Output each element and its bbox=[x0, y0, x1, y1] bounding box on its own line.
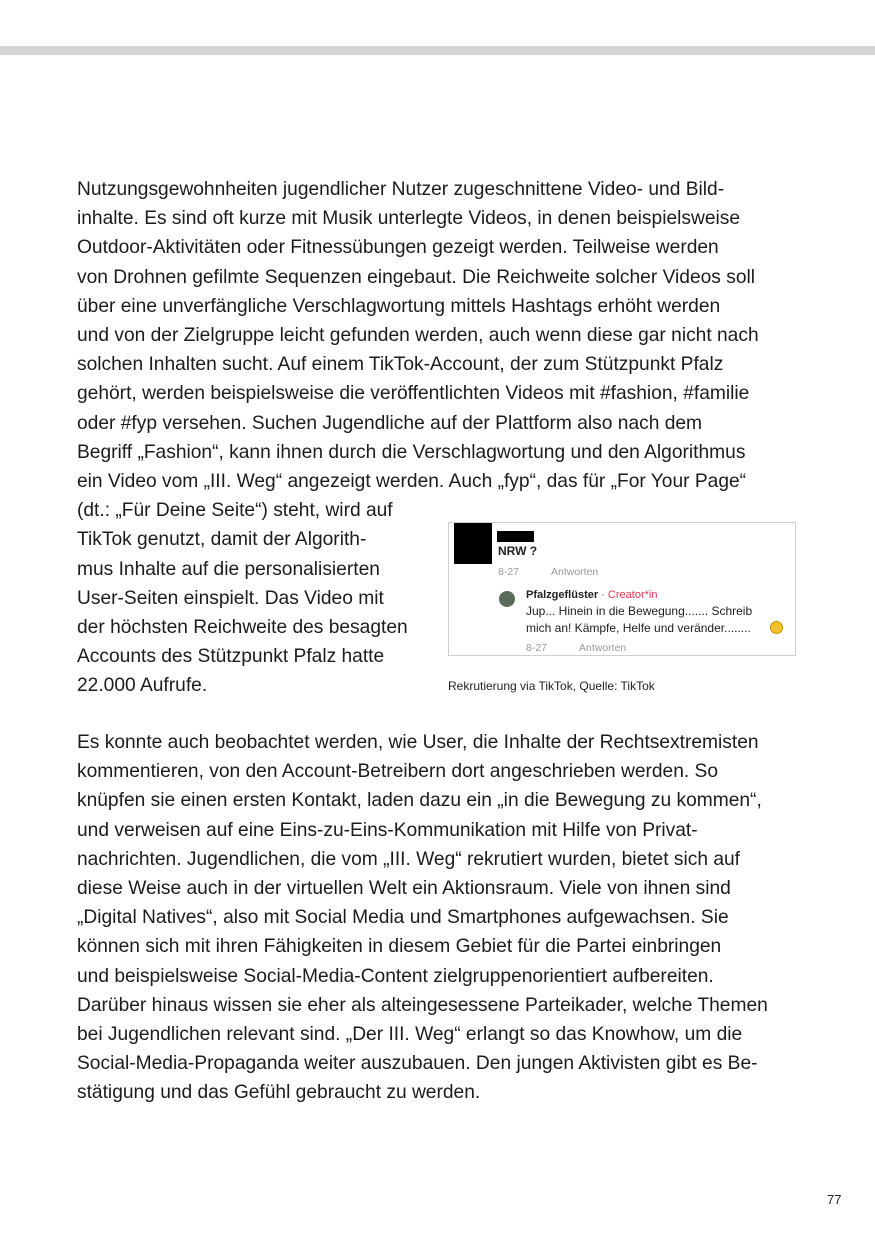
comment-2-reply: Antworten bbox=[579, 642, 627, 654]
text-line: knüpfen sie einen ersten Kontakt, laden dazu ein „in die Bewegung zu kommen“, bbox=[77, 790, 762, 812]
redacted-username bbox=[497, 531, 534, 542]
text-line: von Drohnen gefilmte Sequenzen eingebaut. Die Reichweite solcher Videos soll bbox=[77, 266, 756, 288]
comment-1-date: 8-27 bbox=[498, 566, 520, 578]
text-line: ein Video vom „III. Weg“ angezeigt werden. Auch „fyp“, das für „For Your Page“ bbox=[77, 471, 747, 493]
text-line: Es konnte auch beobachtet werden, wie User, die Inhalte der Rechtsextremisten bbox=[77, 732, 759, 753]
text-line: oder #fyp versehen. Suchen Jugendliche auf der Plattform also nach dem bbox=[77, 412, 703, 434]
text-line: Accounts des Stützpunkt Pfalz hatte bbox=[77, 646, 385, 668]
text-line: Outdoor-Aktivitäten oder Fitnessübungen gezeigt werden. Teilweise werden bbox=[77, 237, 719, 259]
text-line: 22.000 Aufrufe. bbox=[77, 675, 208, 697]
avatar bbox=[499, 591, 515, 607]
text-line: Social-Media-Propaganda weiter auszubauen. Den jungen Aktivisten gibt es Be- bbox=[77, 1053, 758, 1075]
text-line: mus Inhalte auf die personalisierten bbox=[77, 558, 380, 580]
text-line: bei Jugendlichen relevant sind. „Der III. Weg“ erlangt so das Knowhow, um die bbox=[77, 1024, 743, 1046]
text-line: der höchsten Reichweite des besagten bbox=[77, 617, 408, 639]
page-number: 77 bbox=[827, 1192, 842, 1207]
text-line: inhalte. Es sind oft kurze mit Musik unterlegte Videos, in denen beispielsweise bbox=[77, 208, 741, 230]
creator-badge: · Creator*in bbox=[601, 589, 658, 601]
text-line: solchen Inhalten sucht. Auf einem TikTok-Account, der zum Stützpunkt Pfalz bbox=[77, 354, 724, 376]
text-line: Begriff „Fashion“, kann ihnen durch die Verschlagwortung und den Algorithmus bbox=[77, 441, 746, 463]
comment-1-text: NRW ? bbox=[498, 544, 538, 558]
comment-2-line-1: Jup... Hinein in die Bewegung....... Schreib bbox=[526, 604, 753, 618]
text-line: und beispielsweise Social-Media-Content zielgruppenorientiert aufbereiten. bbox=[77, 965, 714, 987]
text-line: und verweisen auf eine Eins-zu-Eins-Kommunikation mit Hilfe von Privat- bbox=[77, 819, 698, 841]
text-line: „Digital Natives“, also mit Social Media und Smartphones aufgewachsen. Sie bbox=[77, 907, 729, 929]
text-line: über eine unverfängliche Verschlagwortung mittels Hashtags erhöht werden bbox=[77, 295, 721, 317]
redacted-avatar bbox=[454, 523, 492, 564]
text-line: diese Weise auch in der virtuellen Welt ein Aktionsraum. Viele von ihnen sind bbox=[77, 878, 731, 900]
comment-2-line-2: mich an! Kämpfe, Helfe und veränder........ bbox=[526, 621, 751, 635]
top-rule bbox=[0, 46, 875, 55]
figure-caption: Rekrutierung via TikTok, Quelle: TikTok bbox=[448, 679, 655, 693]
smiling-face-emoji-icon bbox=[770, 621, 783, 634]
comment-2-date: 8-27 bbox=[526, 642, 548, 654]
comment-2-author: Pfalzgeflüster bbox=[526, 589, 599, 601]
paragraph-2 bbox=[77, 728, 768, 1108]
text-line: User-Seiten einspielt. Das Video mit bbox=[77, 587, 384, 609]
tiktok-comment-screenshot bbox=[448, 522, 796, 656]
text-line: können sich mit ihren Fähigkeiten in diesem Gebiet für die Partei einbringen bbox=[77, 936, 722, 958]
text-line: kommentieren, von den Account-Betreibern dort angeschrieben werden. So bbox=[77, 761, 719, 783]
text-line: Darüber hinaus wissen sie eher als alteingesessene Parteikader, welche Themen bbox=[77, 994, 768, 1016]
text-line: nachrichten. Jugendlichen, die vom „III. Weg“ rekrutiert wurden, bietet sich auf bbox=[77, 848, 741, 870]
comment-1-reply: Antworten bbox=[551, 566, 599, 578]
text-line: Nutzungsgewohnheiten jugendlicher Nutzer zugeschnittene Video- und Bild- bbox=[77, 179, 725, 200]
text-line: stätigung und das Gefühl gebraucht zu werden. bbox=[77, 1082, 481, 1104]
text-line: und von der Zielgruppe leicht gefunden werden, auch wenn diese gar nicht nach bbox=[77, 325, 759, 347]
comment-2-author-line bbox=[526, 589, 657, 601]
text-line: TikTok genutzt, damit der Algorith- bbox=[77, 529, 367, 551]
text-line: (dt.: „Für Deine Seite“) steht, wird auf bbox=[77, 500, 393, 522]
text-line: gehört, werden beispielsweise die veröffentlichten Videos mit #fashion, #familie bbox=[77, 383, 750, 405]
